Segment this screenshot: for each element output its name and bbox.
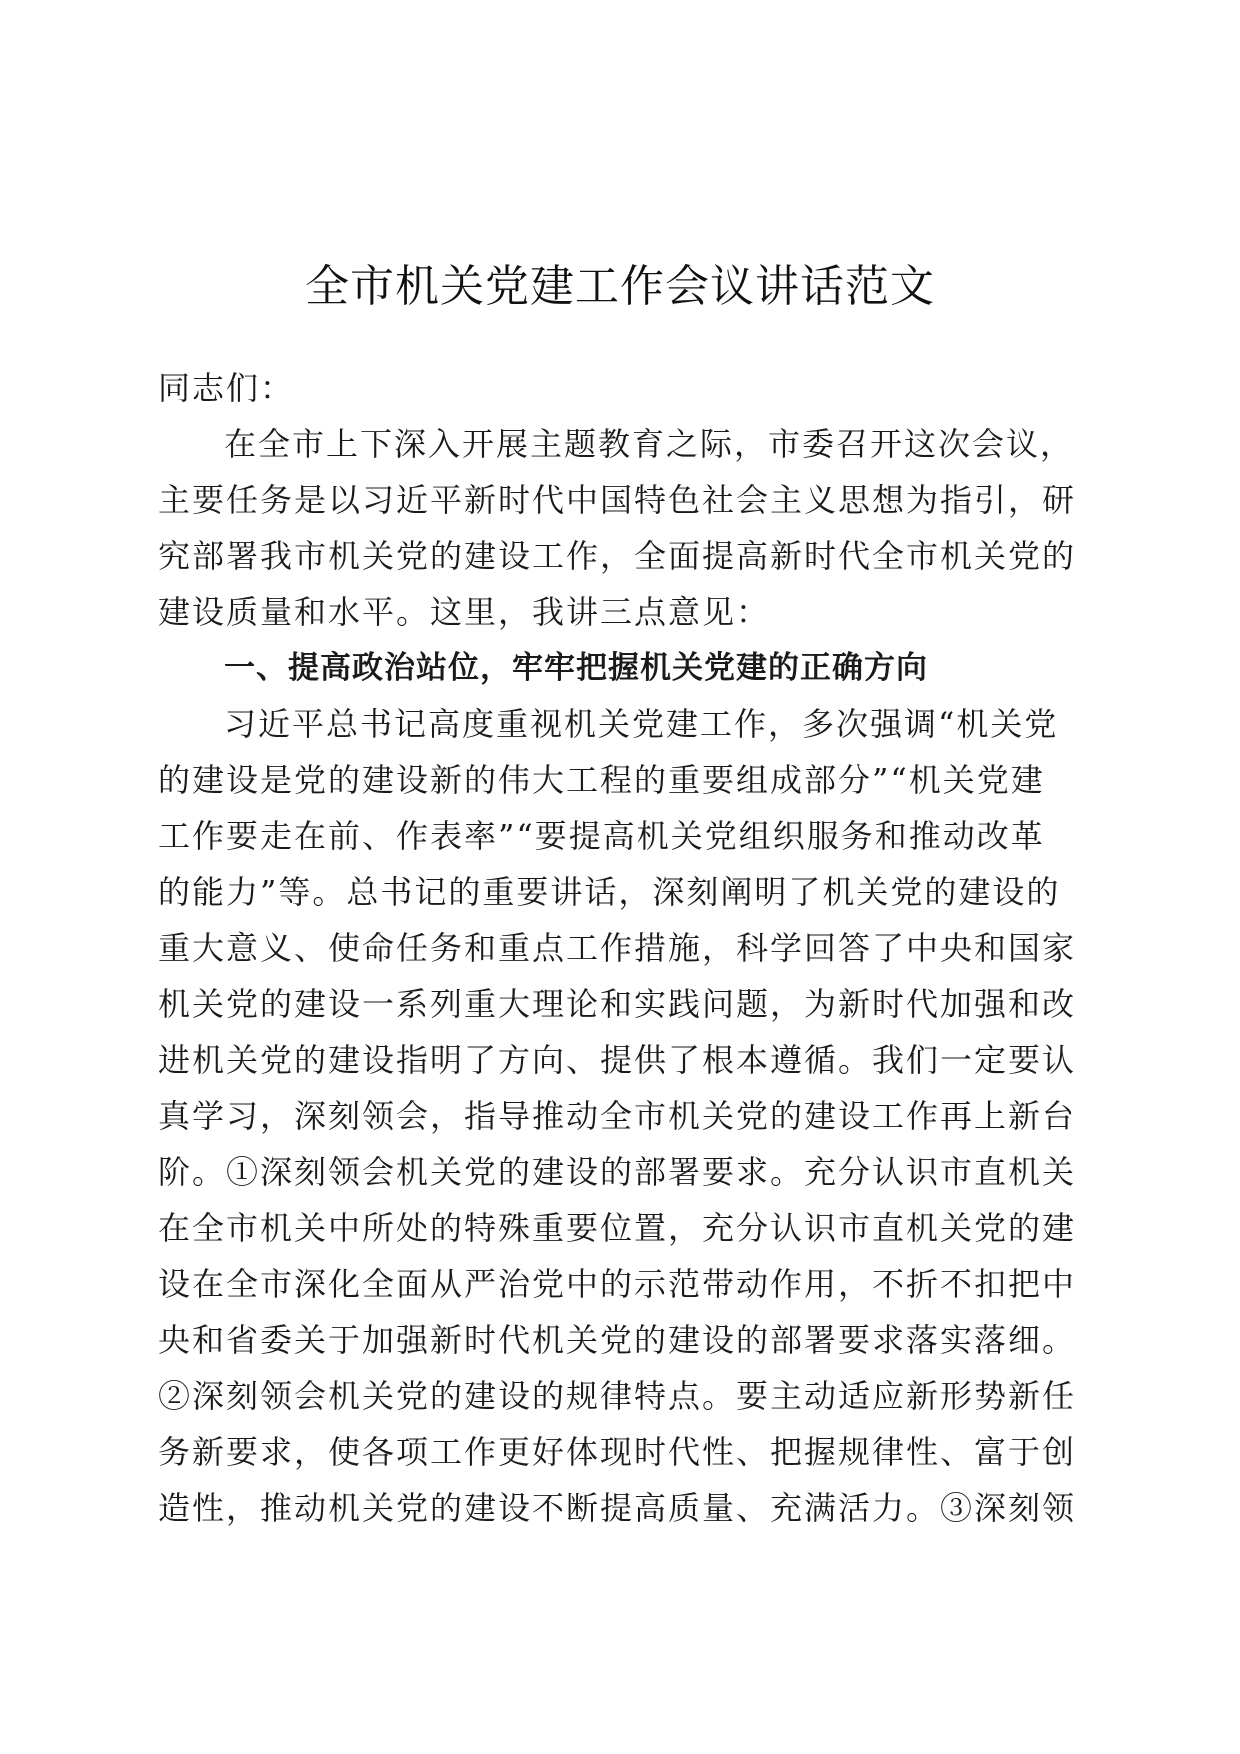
section-1-line: 机关党的建设一系列重大理论和实践问题，为新时代加强和改 — [158, 985, 1077, 1023]
section-1-line: 央和省委关于加强新时代机关党的建设的部署要求落实落细。 — [158, 1321, 1077, 1359]
section-1-line: 习近平总书记高度重视机关党建工作，多次强调“机关党 — [224, 705, 1059, 743]
document-title: 全市机关党建工作会议讲话范文 — [305, 261, 935, 312]
section-1-line: 进机关党的建设指明了方向、提供了根本遵循。我们一定要认 — [158, 1041, 1077, 1079]
salutation: 同志们： — [158, 369, 295, 407]
intro-line: 在全市上下深入开展主题教育之际，市委召开这次会议， — [224, 425, 1075, 463]
document-body — [158, 416, 1077, 1536]
section-1-line: 务新要求，使各项工作更好体现时代性、把握规律性、富于创 — [158, 1433, 1077, 1471]
section-1-line: 的能力”等。总书记的重要讲话，深刻阐明了机关党的建设的 — [158, 873, 1061, 911]
intro-line: 究部署我市机关党的建设工作，全面提高新时代全市机关党的 — [158, 537, 1077, 575]
section-1-paragraph — [158, 696, 1077, 1536]
section-1-line: 重大意义、使命任务和重点工作措施，科学回答了中央和国家 — [158, 929, 1077, 967]
section-1-line: 在全市机关中所处的特殊重要位置，充分认识市直机关党的建 — [158, 1209, 1077, 1247]
intro-paragraph — [158, 416, 1077, 640]
section-1-line: 造性，推动机关党的建设不断提高质量、充满活力。③深刻领 — [158, 1489, 1077, 1527]
section-1-line: 工作要走在前、作表率”“要提高机关党组织服务和推动改革 — [158, 817, 1045, 855]
section-1-line: 的建设是党的建设新的伟大工程的重要组成部分”“机关党建 — [158, 761, 1045, 799]
intro-line: 建设质量和水平。这里，我讲三点意见： — [158, 593, 771, 631]
section-1-heading: 一、提高政治站位，牢牢把握机关党建的正确方向 — [224, 650, 928, 686]
section-1-line: 真学习，深刻领会，指导推动全市机关党的建设工作再上新台 — [158, 1097, 1077, 1135]
intro-line: 主要任务是以习近平新时代中国特色社会主义思想为指引，研 — [158, 481, 1077, 519]
section-1-line: ②深刻领会机关党的建设的规律特点。要主动适应新形势新任 — [158, 1377, 1077, 1415]
section-1-line: 阶。①深刻领会机关党的建设的部署要求。充分认识市直机关 — [158, 1153, 1077, 1191]
section-1-line: 设在全市深化全面从严治党中的示范带动作用，不折不扣把中 — [158, 1265, 1077, 1303]
